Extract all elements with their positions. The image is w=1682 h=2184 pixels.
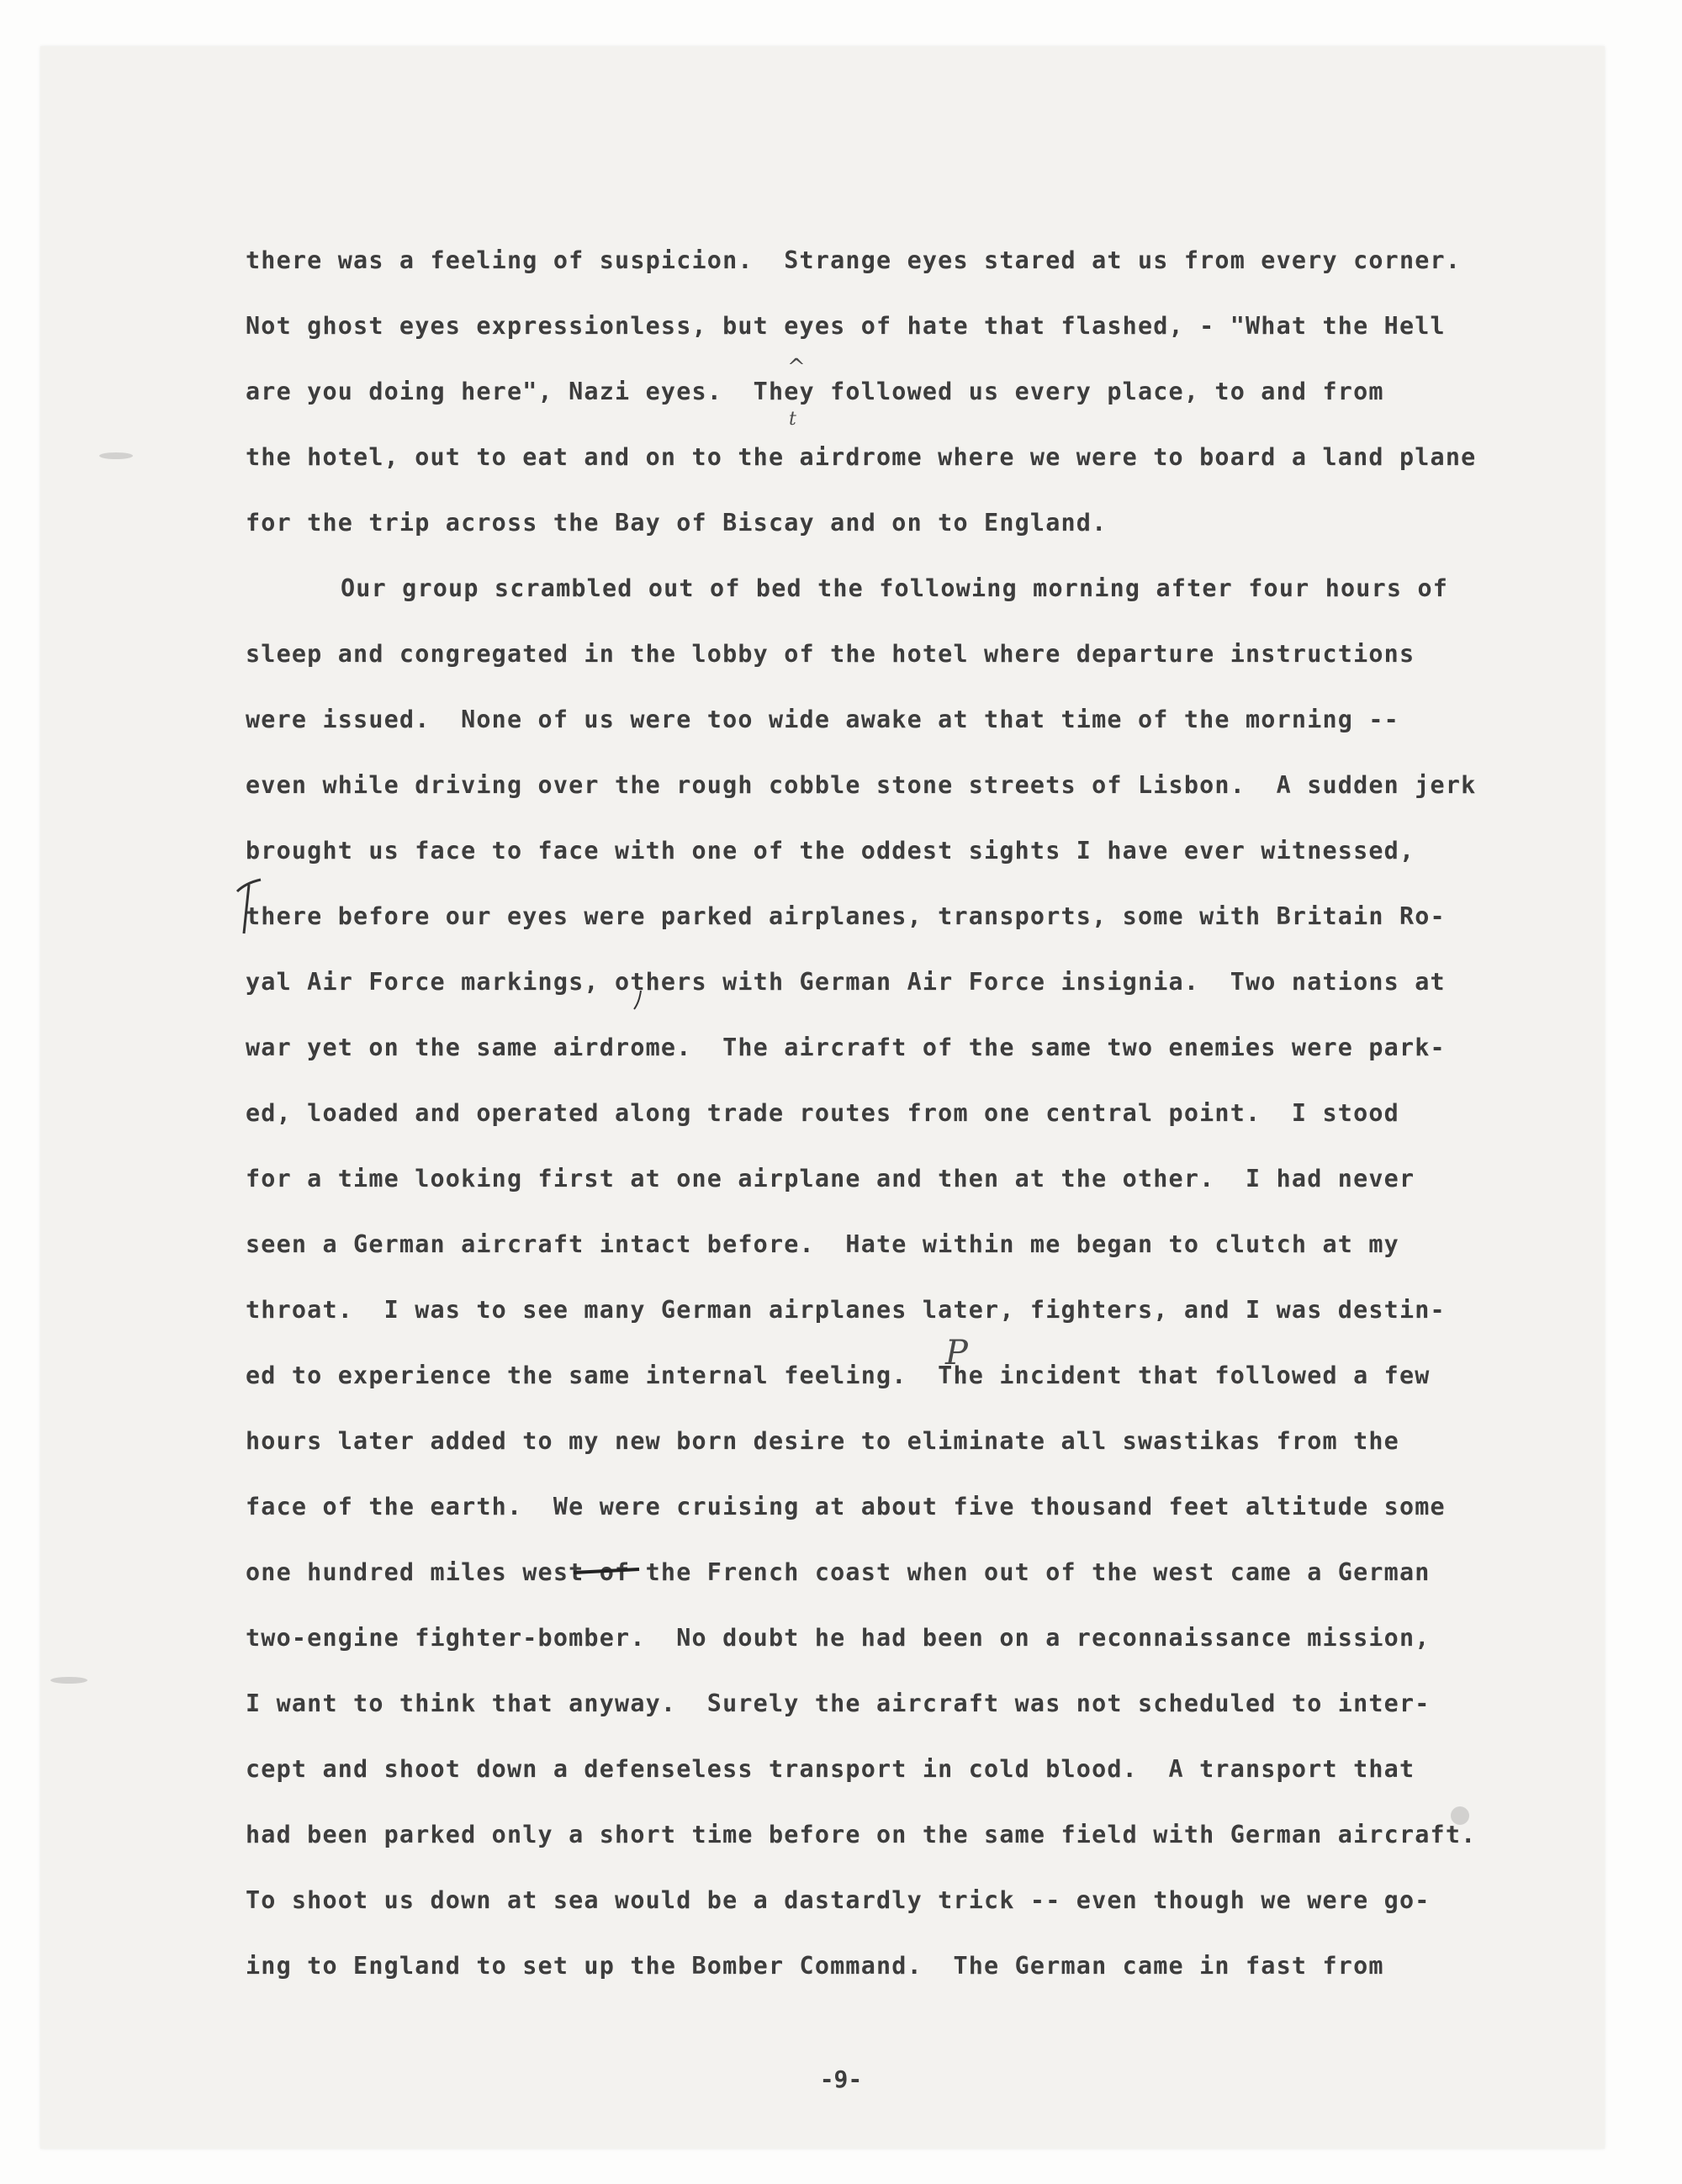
text-line: were issued. None of us were too wide awake at that time of the morning --	[246, 706, 1399, 733]
text-line: face of the earth. We were cruising at about five thousand feet altitude some	[246, 1493, 1446, 1520]
text-line: the hotel, out to eat and on to the airdrome where we were to board a land plane	[246, 443, 1477, 471]
caret-mark: ^	[787, 355, 806, 380]
text-line: ing to England to set up the Bomber Command. The German came in fast from	[246, 1952, 1384, 1980]
text-line: sleep and congregated in the lobby of the hotel where departure instructions	[246, 640, 1415, 668]
text-line: ed to experience the same internal feeling. The incident that followed a few	[246, 1362, 1431, 1389]
ink-smudge	[50, 1677, 87, 1684]
paragraph-mark: P	[945, 1334, 968, 1372]
ink-smudge	[99, 452, 133, 459]
text-line: I want to think that anyway. Surely the aircraft was not scheduled to inter-	[246, 1690, 1431, 1717]
text-line: one hundred miles west of the French coast when out of the west came a German	[246, 1558, 1431, 1586]
lowercase-t-mark: t	[789, 409, 796, 430]
text-line: To shoot us down at sea would be a dastardly trick -- even though we were go-	[246, 1886, 1431, 1914]
page-number: -9-	[819, 2065, 863, 2093]
text-line: seen a German aircraft intact before. Hate within me began to clutch at my	[246, 1230, 1399, 1258]
text-line: are you doing here", Nazi eyes. They followed us every place, to and from	[246, 378, 1384, 405]
text-line: war yet on the same airdrome. The aircraft of the same two enemies were park-	[246, 1034, 1446, 1061]
text-line: two-engine fighter-bomber. No doubt he had been on a reconnaissance mission,	[246, 1624, 1431, 1652]
text-line: there was a feeling of suspicion. Strange eyes stared at us from every corner.	[246, 246, 1462, 274]
text-line: had been parked only a short time before on the same field with German aircraft.	[246, 1821, 1477, 1848]
text-line: brought us face to face with one of the oddest sights I have ever witnessed,	[246, 837, 1415, 865]
text-line: for the trip across the Bay of Biscay and on to England.	[246, 509, 1108, 537]
text-line: ed, loaded and operated along trade routes from one central point. I stood	[246, 1099, 1399, 1127]
text-line: Not ghost eyes expressionless, but eyes of hate that flashed, - "What the Hell	[246, 312, 1446, 340]
text-line: throat. I was to see many German airplanes later, fighters, and I was destin-	[246, 1296, 1446, 1324]
text-line: yal Air Force markings, others with German Air Force insignia. Two nations at	[246, 968, 1446, 996]
slash-mark	[237, 880, 261, 891]
text-line: there before our eyes were parked airplanes, transports, some with Britain Ro-	[246, 902, 1446, 930]
text-line: for a time looking first at one airplane and then at the other. I had never	[246, 1165, 1415, 1192]
text-line: cept and shoot down a defenseless transport in cold blood. A transport that	[246, 1755, 1415, 1783]
text-line: hours later added to my new born desire to eliminate all swastikas from the	[246, 1427, 1399, 1455]
text-line: Our group scrambled out of bed the following morning after four hours of	[341, 574, 1449, 602]
text-line: even while driving over the rough cobble stone streets of Lisbon. A sudden jerk	[246, 771, 1477, 799]
ink-smudge	[1451, 1806, 1469, 1825]
